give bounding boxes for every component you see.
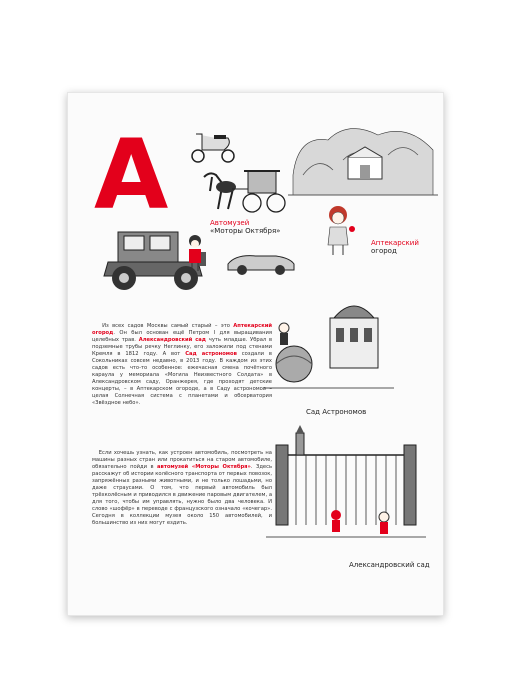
p2-highlight-automuseum: автомузей «Моторы Октября» (157, 464, 251, 470)
caption-apothecary-line1: Аптекарский (371, 239, 419, 247)
alexander-garden-illustration (266, 425, 426, 565)
p1-highlight-alexander: Александровский сад (138, 337, 206, 343)
caption-astronomy (306, 408, 366, 416)
book-page (67, 92, 444, 616)
caption-apothecary (371, 239, 419, 256)
apothecary-garden-illustration (288, 115, 438, 215)
caption-astronomy-text: Сад Астрономов (306, 408, 367, 416)
convertible-car-illustration (226, 248, 296, 276)
paragraph-automuseum (92, 450, 272, 527)
caption-automuseum-line2: «Моторы Октября» (210, 227, 281, 236)
p2-text-2: . Здесь расскажут об истории колёсного транспорта от первых повозок, запряжённых разными животными, и не только лошадьми, но даже страусами. О том, что первый автомобиль был трёхколёсным и приводился в движение паровым двигателем, а для того, чтобы им управлять, нужно было два человека. И слово «шофёр» в переводе с французского означало «кочегар». Сегодня в коллекции музея около 150 автомобилей, и большинство из них могут ездить. (92, 464, 273, 526)
p1-highlight-astronomy: Сад астрономов (185, 351, 237, 357)
boy-illustration (182, 233, 208, 273)
caption-alexander (349, 561, 430, 569)
caption-apothecary-line2: огород (371, 247, 397, 256)
observatory-illustration (264, 288, 394, 398)
caption-alexander-text: Александровский сад (349, 561, 430, 569)
horse-carriage-illustration (200, 163, 290, 215)
p1-text-2: . Он был основан ещё Петром I для выращивания целебных трав. (92, 330, 272, 343)
caption-automuseum-line1: Автомузей (210, 219, 250, 227)
p1-text-3: чуть младше. Убрал в подземные трубы речку Неглинку, его заложили под стенами Кремля в 1812 году. А вот (92, 337, 272, 357)
p1-text-1: Из всех садов Москвы самый старый – это (102, 323, 234, 329)
caption-automuseum (210, 219, 280, 236)
p2-text-1: Если хочешь узнать, как устроен автомобиль, посмотреть на машины разных стран или прокатиться на старом автомобиле, обязательно пойди в (92, 450, 272, 470)
p1-text-4: создали в Сокольниках совсем недавно, в 2013 году. В каждом из этих садов есть что-то особенное: ежечасная смена почётного караула у мемориала «Могила Неизвестного Солдата» в Александровском саду, Оранжерея, где проходят детские концерты, – в Аптекарском огороде, а в Саду астрономов – целая Солнечная система с планетами и обсерватория «Звёздное небо». (92, 351, 272, 406)
girl-flower-illustration (318, 205, 358, 257)
p1-highlight-apothecary: Аптекарский огород (92, 323, 272, 336)
scooter-illustration (188, 126, 238, 164)
paragraph-gardens (92, 323, 272, 407)
page-letter: А (94, 119, 169, 231)
